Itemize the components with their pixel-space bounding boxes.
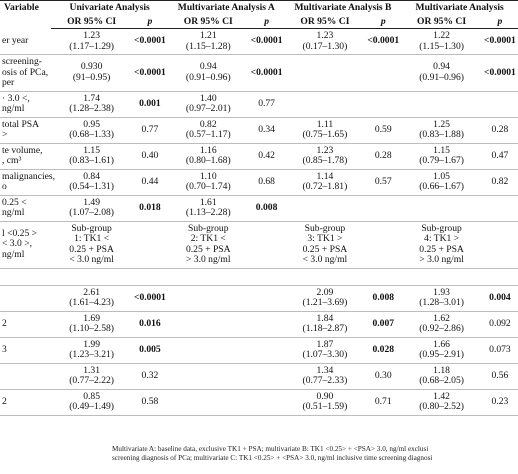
or-ci-cell: 0.84 (0.54–1.31)	[51, 169, 132, 195]
empty-cell	[365, 221, 401, 268]
or-ci-cell: 1.40 (0.97–2.01)	[168, 91, 249, 117]
or-ci-cell: 1.16 (0.80–1.68)	[168, 143, 249, 169]
or-ci-cell: 0.82 (0.57–1.17)	[168, 117, 249, 143]
p-value-cell: 0.30	[365, 363, 401, 389]
table-row	[0, 29, 518, 55]
or-ci-cell: 0.85 (0.49–1.49)	[51, 389, 132, 415]
table-row	[0, 363, 518, 389]
p-value-cell: 0.56	[482, 363, 518, 389]
variable-header: Variable	[0, 1, 51, 29]
p-value-cell	[249, 363, 285, 389]
or-ci-cell: 1.66 (0.95–2.91)	[401, 337, 482, 363]
p-value-cell: 0.23	[482, 389, 518, 415]
empty-cell	[132, 221, 168, 268]
p-header: p	[132, 15, 168, 29]
table-row	[0, 117, 518, 143]
group-header-univariate: Univariate Analysis	[51, 1, 168, 15]
p-value-cell: 0.092	[482, 311, 518, 337]
or-ci-cell	[401, 195, 482, 221]
or-ci-cell: 1.22 (1.15–1.30)	[401, 29, 482, 55]
table-row	[0, 91, 518, 117]
or-ci-cell: 1.87 (1.07–3.30)	[285, 337, 366, 363]
or-ci-cell: 1.62 (0.92–2.86)	[401, 311, 482, 337]
or-ci-cell	[168, 363, 249, 389]
empty-cell	[132, 268, 168, 285]
p-value-cell: 0.42	[249, 143, 285, 169]
footnote-line-1: Multivariate A: baseline data, exclusive TK1 + PSA; multivariate B: TK1 <0.25> + <PSA> 3.0, ng/ml exclusi	[112, 445, 429, 453]
p-value-cell: 0.28	[482, 117, 518, 143]
or-ci-cell: 1.69 (1.10–2.58)	[51, 311, 132, 337]
or-ci-cell: 1.21 (1.15–1.28)	[168, 29, 249, 55]
variable-cell: total PSA >	[0, 117, 51, 143]
p-value-cell: 0.47	[482, 143, 518, 169]
or-ci-cell: 0.90 (0.51–1.59)	[285, 389, 366, 415]
footnote-line-2: screening diagnosis of PCa; multivariate C: TK1 <0.25> + <PSA> 3.0, ng/ml inclusive time screening diagnosi	[112, 454, 433, 462]
or-ci-cell	[285, 91, 366, 117]
empty-cell	[365, 268, 401, 285]
p-value-cell: 0.57	[365, 169, 401, 195]
p-value-cell: 0.007	[365, 311, 401, 337]
variable-cell: malignancies, o	[0, 169, 51, 195]
or-ci-cell: 1.05 (0.66–1.67)	[401, 169, 482, 195]
p-header: p	[365, 15, 401, 29]
p-value-cell: <0.0001	[132, 55, 168, 92]
group-header-multivariate-a: Multivariate Analysis A	[168, 1, 285, 15]
empty-cell	[168, 268, 249, 285]
variable-cell: · 3.0 <, ng/ml	[0, 91, 51, 117]
or-ci-cell: 1.34 (0.77–2.33)	[285, 363, 366, 389]
p-value-cell	[365, 55, 401, 92]
p-value-cell: 0.82	[482, 169, 518, 195]
table-body	[0, 29, 518, 416]
variable-cell	[0, 363, 51, 389]
p-value-cell: 0.71	[365, 389, 401, 415]
variable-cell	[0, 285, 51, 311]
or-ci-cell: 1.61 (1.13–2.28)	[168, 195, 249, 221]
or-ci-cell	[168, 337, 249, 363]
or-ci-cell: 1.23 (0.85–1.78)	[285, 143, 366, 169]
or-ci-cell	[285, 55, 366, 92]
or-header: OR 95% CI	[285, 15, 366, 29]
variable-cell: 3	[0, 337, 51, 363]
p-value-cell: 0.59	[365, 117, 401, 143]
or-ci-cell: 1.31 (0.77–2.22)	[51, 363, 132, 389]
p-value-cell	[249, 337, 285, 363]
or-ci-cell: 1.23 (0.17–1.30)	[285, 29, 366, 55]
p-value-cell: 0.40	[132, 143, 168, 169]
p-value-cell: <0.0001	[482, 29, 518, 55]
empty-cell	[482, 221, 518, 268]
p-value-cell	[249, 311, 285, 337]
p-value-cell: <0.0001	[365, 29, 401, 55]
variable-cell: 2	[0, 389, 51, 415]
or-ci-cell: 0.94 (0.91–0.96)	[168, 55, 249, 92]
or-ci-cell: 0.94 (0.91–0.96)	[401, 55, 482, 92]
p-value-cell: 0.77	[249, 91, 285, 117]
p-header: p	[482, 15, 518, 29]
p-value-cell: 0.34	[249, 117, 285, 143]
table-row	[0, 285, 518, 311]
p-value-cell: 0.44	[132, 169, 168, 195]
p-value-cell: 0.008	[249, 195, 285, 221]
p-header: p	[249, 15, 285, 29]
p-value-cell	[482, 91, 518, 117]
p-value-cell	[249, 285, 285, 311]
or-ci-cell: 1.25 (0.83–1.88)	[401, 117, 482, 143]
table-row	[0, 389, 518, 415]
empty-cell	[482, 268, 518, 285]
p-value-cell: 0.005	[132, 337, 168, 363]
p-value-cell: 0.004	[482, 285, 518, 311]
spacer-row	[0, 268, 518, 285]
or-ci-cell: 2.09 (1.21–3.69)	[285, 285, 366, 311]
or-ci-cell: 1.18 (0.68–2.05)	[401, 363, 482, 389]
or-header: OR 95% CI	[51, 15, 132, 29]
header-row-groups	[0, 1, 518, 15]
or-ci-cell: 1.93 (1.28–3.01)	[401, 285, 482, 311]
or-ci-cell: 1.49 (1.07–2.08)	[51, 195, 132, 221]
p-value-cell: 0.32	[132, 363, 168, 389]
or-ci-cell	[168, 389, 249, 415]
or-ci-cell: 1.42 (0.80–2.52)	[401, 389, 482, 415]
subgroup-variable-cell: l <0.25 > < 3.0 >, ng/ml	[0, 221, 51, 268]
empty-cell	[0, 268, 51, 285]
header-row-columns	[0, 15, 518, 29]
p-value-cell: <0.0001	[132, 29, 168, 55]
table-row	[0, 195, 518, 221]
subgroup-definition-cell: Sub-group 1: TK1 < 0.25 + PSA < 3.0 ng/ml	[51, 221, 132, 268]
or-ci-cell: 1.10 (0.70–1.74)	[168, 169, 249, 195]
p-value-cell: 0.77	[132, 117, 168, 143]
table-row	[0, 337, 518, 363]
p-value-cell: 0.073	[482, 337, 518, 363]
p-value-cell	[249, 389, 285, 415]
subgroup-definition-cell: Sub-group 3: TK1 > 0.25 + PSA < 3.0 ng/ml	[285, 221, 366, 268]
table-footnote	[112, 445, 492, 463]
p-value-cell: 0.58	[132, 389, 168, 415]
p-value-cell: <0.0001	[132, 285, 168, 311]
variable-cell: screening- osis of PCa, per	[0, 55, 51, 92]
p-value-cell: 0.001	[132, 91, 168, 117]
variable-cell: 2	[0, 311, 51, 337]
or-ci-cell	[168, 311, 249, 337]
subgroup-definition-cell: Sub-group 2: TK1 < 0.25 + PSA > 3.0 ng/ml	[168, 221, 249, 268]
or-ci-cell	[168, 285, 249, 311]
variable-cell: te volume, , cm³	[0, 143, 51, 169]
or-ci-cell: 1.99 (1.23–3.21)	[51, 337, 132, 363]
or-ci-cell: 1.23 (1.17–1.29)	[51, 29, 132, 55]
variable-cell: 0.25 < ng/ml	[0, 195, 51, 221]
p-value-cell: 0.68	[249, 169, 285, 195]
or-ci-cell	[401, 91, 482, 117]
p-value-cell: <0.0001	[249, 29, 285, 55]
or-ci-cell	[285, 195, 366, 221]
empty-cell	[401, 268, 482, 285]
or-ci-cell: 1.84 (1.18–2.87)	[285, 311, 366, 337]
table-row	[0, 55, 518, 92]
or-ci-cell: 1.14 (0.72–1.81)	[285, 169, 366, 195]
empty-cell	[51, 268, 132, 285]
group-header-multivariate-b: Multivariate Analysis B	[285, 1, 402, 15]
empty-cell	[285, 268, 366, 285]
table-row	[0, 169, 518, 195]
p-value-cell: <0.0001	[249, 55, 285, 92]
p-value-cell: 0.008	[365, 285, 401, 311]
p-value-cell: <0.0001	[482, 55, 518, 92]
table-row	[0, 311, 518, 337]
empty-cell	[249, 221, 285, 268]
or-ci-cell: 2.61 (1.61–4.23)	[51, 285, 132, 311]
p-value-cell	[482, 195, 518, 221]
variable-cell: er year	[0, 29, 51, 55]
or-ci-cell: 1.11 (0.75–1.65)	[285, 117, 366, 143]
p-value-cell: 0.28	[365, 143, 401, 169]
group-header-multivariate-c: Multivariate Analysis	[401, 1, 518, 15]
p-value-cell	[365, 91, 401, 117]
empty-cell	[249, 268, 285, 285]
p-value-cell	[365, 195, 401, 221]
or-ci-cell: 1.15 (0.79–1.67)	[401, 143, 482, 169]
subgroup-definition-cell: Sub-group 4: TK1 > 0.25 + PSA > 3.0 ng/ml	[401, 221, 482, 268]
or-ci-cell: 1.74 (1.28–2.38)	[51, 91, 132, 117]
p-value-cell: 0.016	[132, 311, 168, 337]
or-ci-cell: 0.930 (91–0.95)	[51, 55, 132, 92]
p-value-cell: 0.018	[132, 195, 168, 221]
or-header: OR 95% CI	[401, 15, 482, 29]
or-header: OR 95% CI	[168, 15, 249, 29]
or-ci-cell: 1.15 (0.83–1.61)	[51, 143, 132, 169]
or-ci-cell: 0.95 (0.68–1.33)	[51, 117, 132, 143]
p-value-cell: 0.028	[365, 337, 401, 363]
table-row	[0, 143, 518, 169]
subgroup-row	[0, 221, 518, 268]
